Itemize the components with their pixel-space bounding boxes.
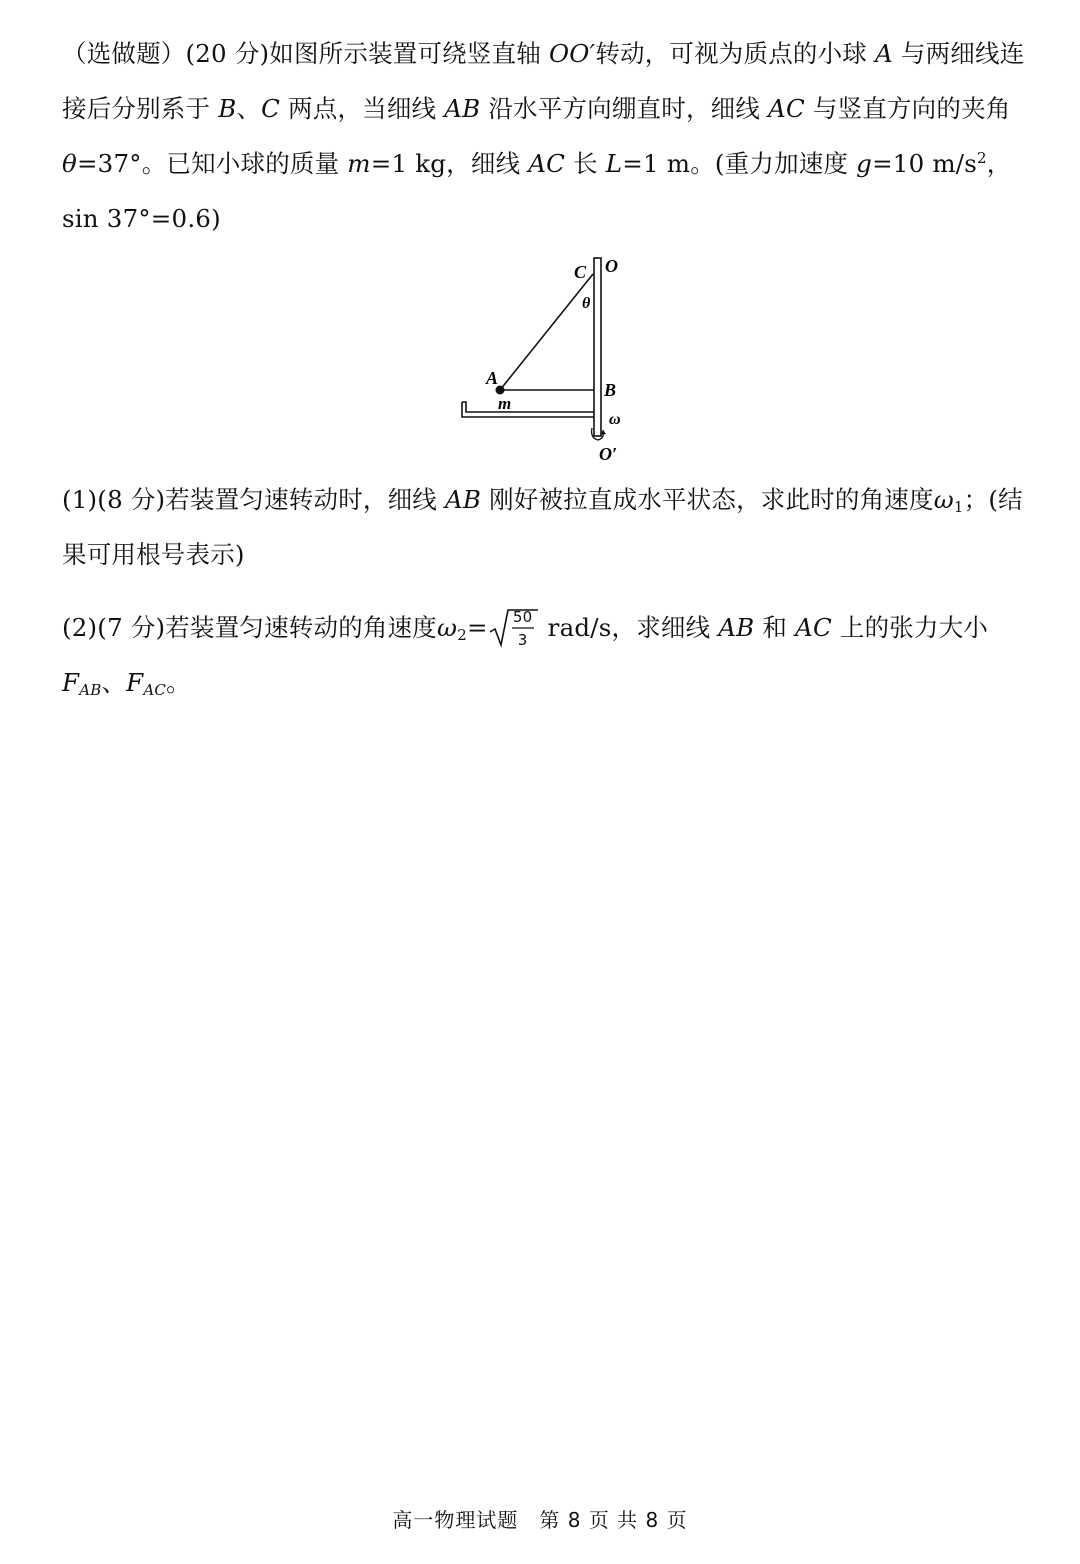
text-run: (2)(7 分)若装置匀速转动的角速度 [62, 613, 437, 642]
label-omega: ω [609, 411, 621, 428]
apparatus-diagram [452, 250, 642, 466]
mass-symbol: m [347, 149, 371, 178]
text-run: 长 [565, 149, 606, 178]
point-b-label: B [218, 94, 237, 123]
axis-label: OO′ [548, 39, 596, 68]
line-ac-label: AC [795, 613, 832, 642]
line-ab-label: AB [444, 94, 481, 123]
text-run: 沿水平方向绷直时，细线 [480, 94, 769, 123]
text-run: (1)(8 分)若装置匀速转动时，细线 [62, 485, 445, 514]
fraction-numerator: 50 [512, 608, 533, 626]
text-run: 转动，可视为质点的小球 [595, 39, 875, 68]
line-ac-label: AC [528, 149, 566, 178]
subscript: 1 [953, 498, 964, 516]
point-c-label: C [261, 94, 281, 123]
text-run: rad/s，求细线 [539, 613, 719, 642]
length-symbol: L [605, 149, 623, 178]
subscript: AB [79, 681, 102, 699]
force-symbol: F [62, 668, 80, 697]
label-theta: θ [582, 295, 591, 312]
text-run: =37°。已知小球的质量 [76, 149, 348, 178]
text-run: 、 [101, 668, 127, 697]
text-run: 和 [754, 613, 796, 642]
vertical-rod [594, 258, 601, 436]
label-a: A [486, 368, 499, 388]
text-run: =1 m。(重力加速度 [622, 149, 857, 178]
label-b: B [604, 380, 617, 400]
omega-symbol: ω [437, 613, 458, 642]
text-run: =10 m/s [872, 149, 978, 178]
text-run: （选做题）(20 分)如图所示装置可绕竖直轴 [62, 39, 549, 68]
label-c: C [574, 262, 587, 282]
text-run: =1 kg，细线 [370, 149, 529, 178]
line-ac-label: AC [768, 94, 805, 123]
label-m: m [498, 394, 512, 413]
gravity-symbol: g [856, 149, 873, 178]
text-run: 、 [236, 94, 262, 123]
ball-label: A [875, 39, 893, 68]
text-run: 。 [166, 668, 191, 697]
text-run: 与竖直方向的夹角 [804, 94, 1011, 123]
text-run: ，sin 37°=0.6) [62, 149, 1012, 233]
line-ab-label: AB [444, 485, 482, 514]
question-2 [62, 600, 1030, 710]
question-1 [62, 472, 1030, 582]
theta-symbol: θ [62, 149, 77, 178]
omega-symbol: ω [933, 485, 954, 514]
equals-sign: = [466, 613, 488, 642]
force-symbol: F [126, 668, 144, 697]
text-run: 刚好被拉直成水平状态，求此时的角速度 [481, 485, 934, 514]
text-run: 两点，当细线 [280, 94, 445, 123]
line-ab-label: AB [718, 613, 755, 642]
subscript: 2 [457, 626, 467, 644]
superscript: 2 [977, 149, 987, 167]
string-ac [500, 274, 593, 390]
sqrt-fraction [488, 608, 540, 648]
label-o-prime: O′ [599, 444, 618, 464]
text-run: 与两细线连接后分别系于 [62, 39, 1025, 123]
problem-statement [62, 26, 1030, 246]
base-plate [462, 402, 594, 417]
page-footer: 高一物理试题 第 8 页 共 8 页 [392, 1508, 688, 1532]
label-o: O [605, 256, 618, 276]
fraction-denominator: 3 [517, 631, 528, 649]
subscript: AC [143, 681, 167, 699]
text-run: ；(结果可用根号表示) [62, 485, 1023, 569]
text-run: 上的张力大小 [831, 613, 989, 642]
